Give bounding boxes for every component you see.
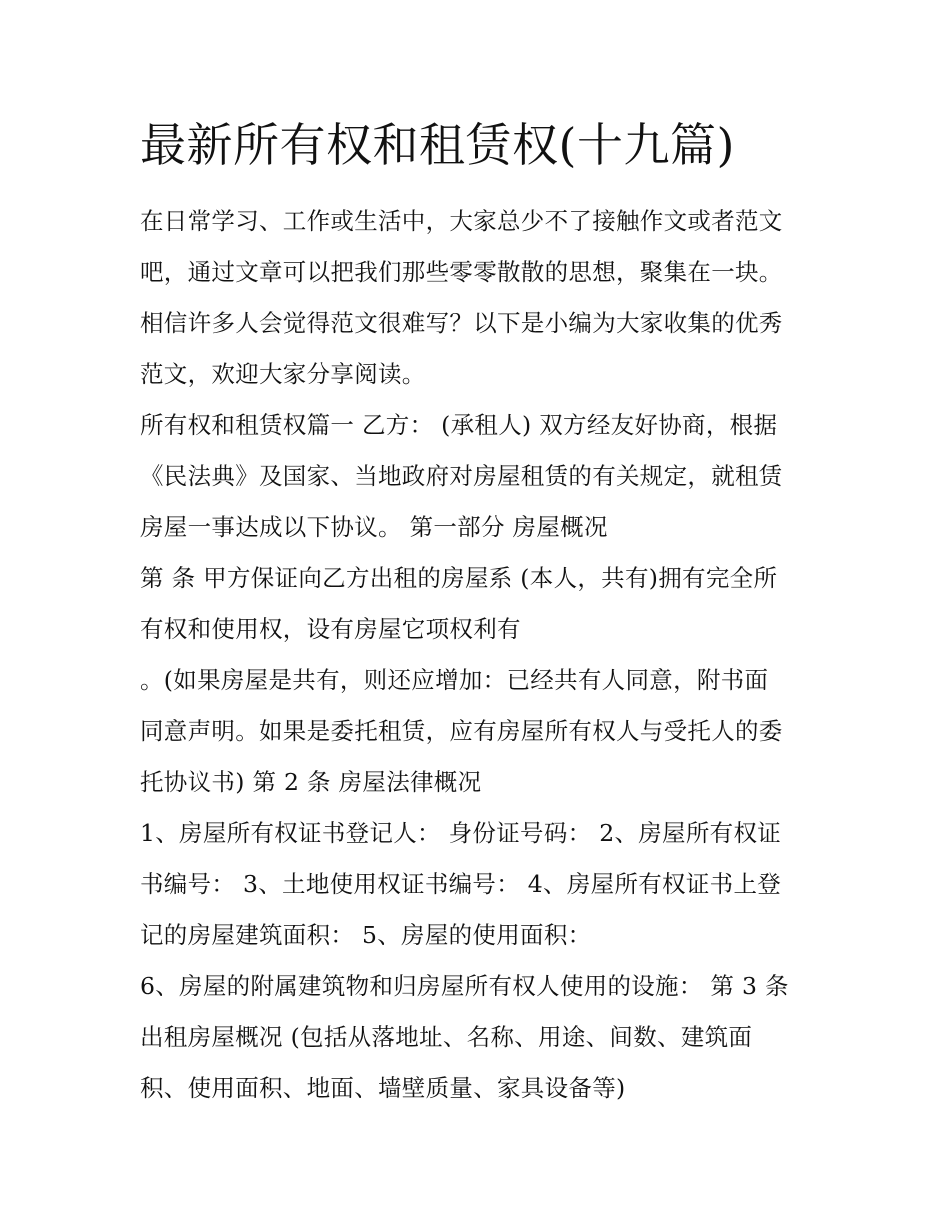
body-line-11: 同意声明。如果是委托租赁，应有房屋所有权人与受托人的委	[140, 717, 783, 745]
body-line-1: 在日常学习、工作或生活中，大家总少不了接触作文或者范文	[140, 207, 783, 235]
body-line-6: 《民法典》及国家、当地政府对房屋租赁的有关规定，就租赁	[140, 462, 783, 490]
body-line-12: 托协议书) 第 2 条 房屋法律概况	[140, 768, 482, 796]
body-line-7: 房屋一事达成以下协议。 第一部分 房屋概况	[140, 513, 608, 541]
body-line-16: 6、房屋的附属建筑物和归房屋所有权人使用的设施： 第 3 条	[140, 972, 789, 1000]
page-title: 最新所有权和租赁权(十九篇)	[140, 118, 735, 172]
body-line-2: 吧，通过文章可以把我们那些零零散散的思想，聚集在一块。	[140, 258, 783, 286]
body-line-14: 书编号： 3、土地使用权证书编号： 4、房屋所有权证书上登	[140, 870, 782, 898]
body-line-15: 记的房屋建筑面积： 5、房屋的使用面积：	[140, 921, 592, 949]
body-line-18: 积、使用面积、地面、墙壁质量、家具设备等)	[140, 1074, 626, 1102]
body-line-4: 范文，欢迎大家分享阅读。	[140, 360, 426, 388]
body-line-10: 。(如果房屋是共有，则还应增加：已经共有人同意，附书面	[140, 666, 769, 694]
body-line-8: 第 条 甲方保证向乙方出租的房屋系 (本人，共有)拥有完全所	[140, 564, 778, 592]
body-line-13: 1、房屋所有权证书登记人： 身份证号码： 2、房屋所有权证	[140, 819, 782, 847]
body-line-17: 出租房屋概况 (包括从落地址、名称、用途、间数、建筑面	[140, 1023, 753, 1051]
body-line-9: 有权和使用权，设有房屋它项权利有	[140, 615, 521, 643]
body-line-3: 相信许多人会觉得范文很难写？以下是小编为大家收集的优秀	[140, 309, 783, 337]
document-body	[140, 196, 820, 1114]
body-line-5: 所有权和租赁权篇一 乙方： (承租人) 双方经友好协商，根据	[140, 411, 778, 439]
